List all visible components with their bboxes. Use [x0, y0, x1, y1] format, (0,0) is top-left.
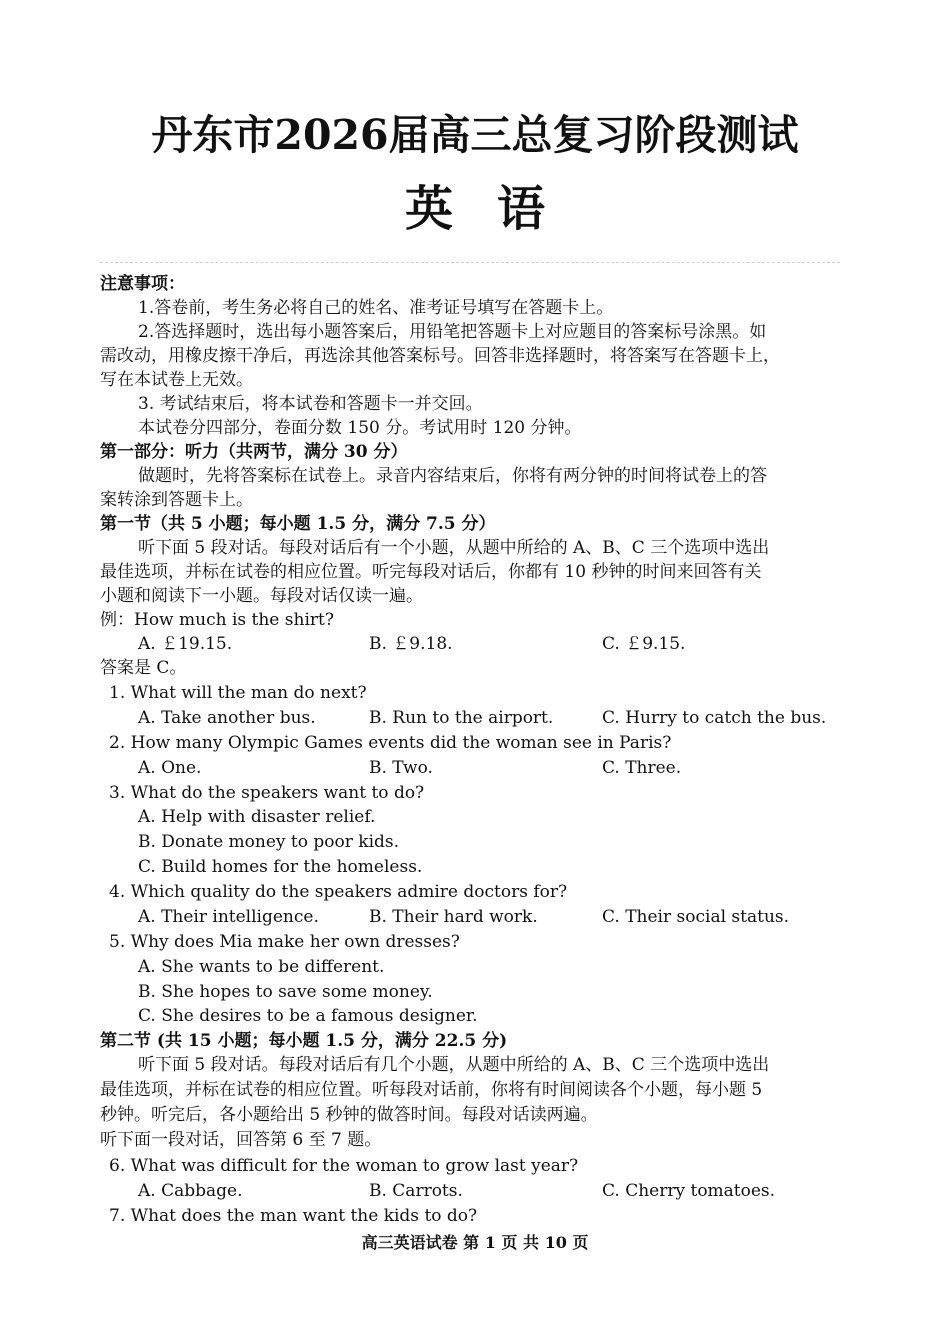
- example-option-b: B. ￡9.18.: [369, 634, 453, 654]
- option-b: B. Their hard work.: [369, 907, 538, 927]
- example-option-c: C. ￡9.15.: [602, 634, 686, 654]
- option-b: B. Carrots.: [369, 1181, 463, 1201]
- notice-item: 需改动，用橡皮擦干净后，再选涂其他答案标号。回答非选择题时，将答案写在答题卡上，: [100, 346, 780, 366]
- option-b: B. Two.: [369, 758, 433, 778]
- question-stem: 3. What do the speakers want to do?: [109, 783, 425, 803]
- option-a: A. Help with disaster relief.: [138, 807, 376, 827]
- option-b: B. She hopes to save some money.: [138, 982, 433, 1002]
- section2-intro: 秒钟。听完后，各小题给出 5 秒钟的做答时间。每段对话读两遍。: [100, 1105, 598, 1125]
- option-c: C. Their social status.: [602, 907, 790, 927]
- question-stem: 7. What does the man want the kids to do?: [109, 1206, 478, 1226]
- part1-intro: 做题时，先将答案标在试卷上。录音内容结束后，你将有两分钟的时间将试卷上的答: [138, 466, 767, 486]
- question-stem: 4. Which quality do the speakers admire doctors for?: [109, 882, 568, 902]
- option-a: A. One.: [138, 758, 202, 778]
- example-answer: 答案是 C。: [100, 658, 187, 678]
- page-footer: 高三英语试卷 第 1 页 共 10 页: [361, 1233, 589, 1252]
- option-a: A. Take another bus.: [138, 708, 316, 728]
- question-stem: 2. How many Olympic Games events did the woman see in Paris?: [109, 733, 672, 753]
- notice-item: 3. 考试结束后，将本试卷和答题卡一并交回。: [138, 394, 483, 414]
- section1-heading: 第一节（共 5 小题；每小题 1.5 分，满分 7.5 分）: [100, 514, 496, 534]
- part1-intro: 案转涂到答题卡上。: [100, 490, 253, 510]
- question-stem: 5. Why does Mia make her own dresses?: [109, 932, 460, 952]
- section2-intro: 最佳选项，并标在试卷的相应位置。听每段对话前，你将有时间阅读各个小题，每小题 5: [100, 1080, 763, 1100]
- section1-intro: 最佳选项，并标在试卷的相应位置。听完每段对话后，你都有 10 秒钟的时间来回答有关: [100, 562, 762, 582]
- option-c: C. Hurry to catch the bus.: [602, 708, 827, 728]
- example-option-a: A. ￡19.15.: [138, 634, 233, 654]
- notice-heading: 注意事项：: [100, 274, 185, 294]
- option-a: A. Cabbage.: [138, 1181, 243, 1201]
- notice-item: 1.答卷前，考生务必将自己的姓名、准考证号填写在答题卡上。: [138, 298, 614, 318]
- section1-intro: 听下面 5 段对话。每段对话后有一个小题，从题中所给的 A、B、C 三个选项中选出: [138, 538, 770, 558]
- section2-intro: 听下面 5 段对话。每段对话后有几个小题，从题中所给的 A、B、C 三个选项中选出: [138, 1055, 770, 1075]
- option-c: C. She desires to be a famous designer.: [138, 1006, 478, 1026]
- example-stem: 例：How much is the shirt?: [100, 610, 334, 630]
- option-b: B. Donate money to poor kids.: [138, 832, 400, 852]
- option-c: C. Build homes for the homeless.: [138, 857, 423, 877]
- option-c: C. Cherry tomatoes.: [602, 1181, 776, 1201]
- notice-item: 2.答选择题时，选出每小题答案后，用铅笔把答题卡上对应题目的答案标号涂黑。如: [138, 322, 767, 342]
- part1-heading: 第一部分：听力（共两节，满分 30 分）: [100, 442, 408, 462]
- option-b: B. Run to the airport.: [369, 708, 554, 728]
- exam-title: 丹东市2026届高三总复习阶段测试: [151, 111, 799, 159]
- notice-item: 写在本试卷上无效。: [100, 370, 253, 390]
- question-stem: 1. What will the man do next?: [109, 683, 367, 703]
- group-intro: 听下面一段对话，回答第 6 至 7 题。: [100, 1130, 382, 1150]
- option-a: A. Their intelligence.: [138, 907, 319, 927]
- question-stem: 6. What was difficult for the woman to grow last year?: [109, 1156, 579, 1176]
- divider: [100, 262, 840, 263]
- notice-item: 本试卷分四部分，卷面分数 150 分。考试用时 120 分钟。: [138, 418, 582, 438]
- option-c: C. Three.: [602, 758, 682, 778]
- section1-intro: 小题和阅读下一小题。每段对话仅读一遍。: [100, 586, 423, 606]
- section2-heading: 第二节 (共 15 小题；每小题 1.5 分，满分 22.5 分): [100, 1031, 508, 1051]
- option-a: A. She wants to be different.: [138, 957, 385, 977]
- subject-title: 英语: [404, 181, 589, 237]
